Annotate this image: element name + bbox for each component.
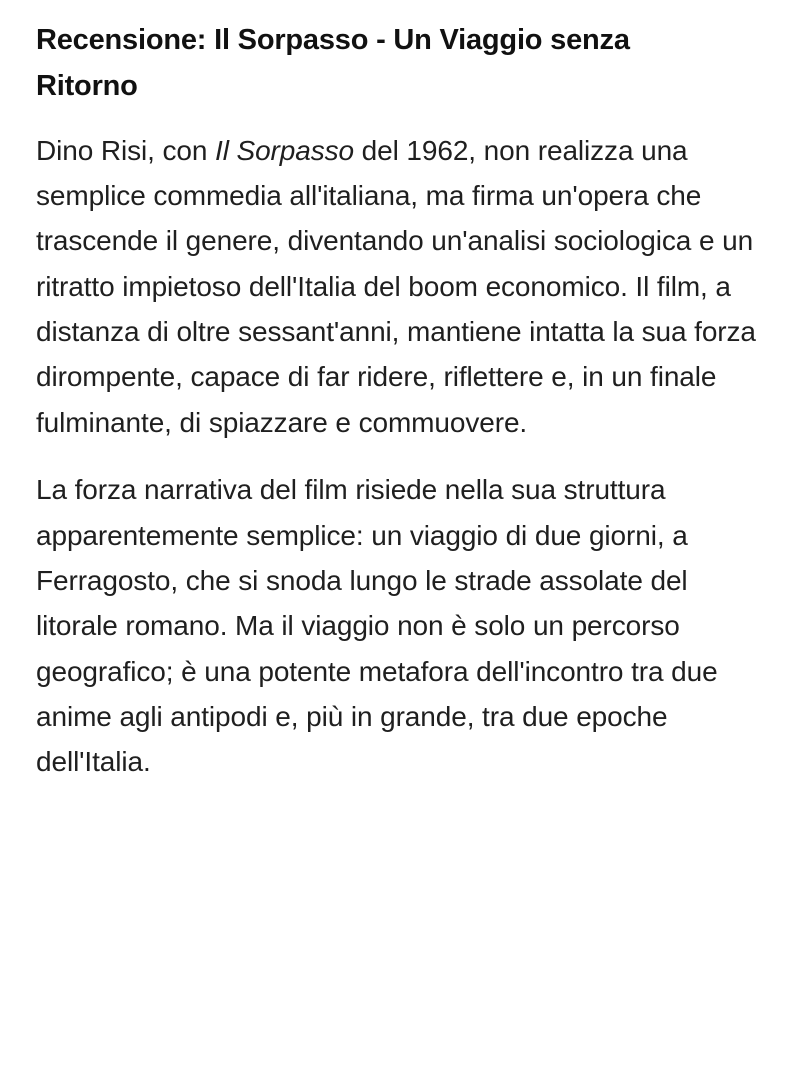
page-title: Recensione: Il Sorpasso - Un Viaggio senza Ritorno (36, 24, 630, 102)
article-paragraph-1: Dino Risi, con Il Sorpasso del 1962, non realizza una semplice commedia all'italiana, ma firma un'opera che trascende il genere, diventando un'analisi sociologica e un ritratto impietoso dell'Italia del boom economico. Il film, a distanza di oltre sessant'anni, mantiene intatta la sua forza dirompente, capace di far ridere, riflettere e, in un finale fulminante, di spiazzare e commuovere. (36, 134, 756, 438)
article-paragraph-2: La forza narrativa del film risiede nella sua struttura apparentemente semplice: un viaggio di due giorni, a Ferragosto, che si snoda lungo le strade assolate del litorale romano. Ma il viaggio non è solo un percorso geografico; è una potente metafora dell'incontro tra due anime agli antipodi e, più in grande, tra due epoche dell'Italia. (36, 474, 718, 778)
